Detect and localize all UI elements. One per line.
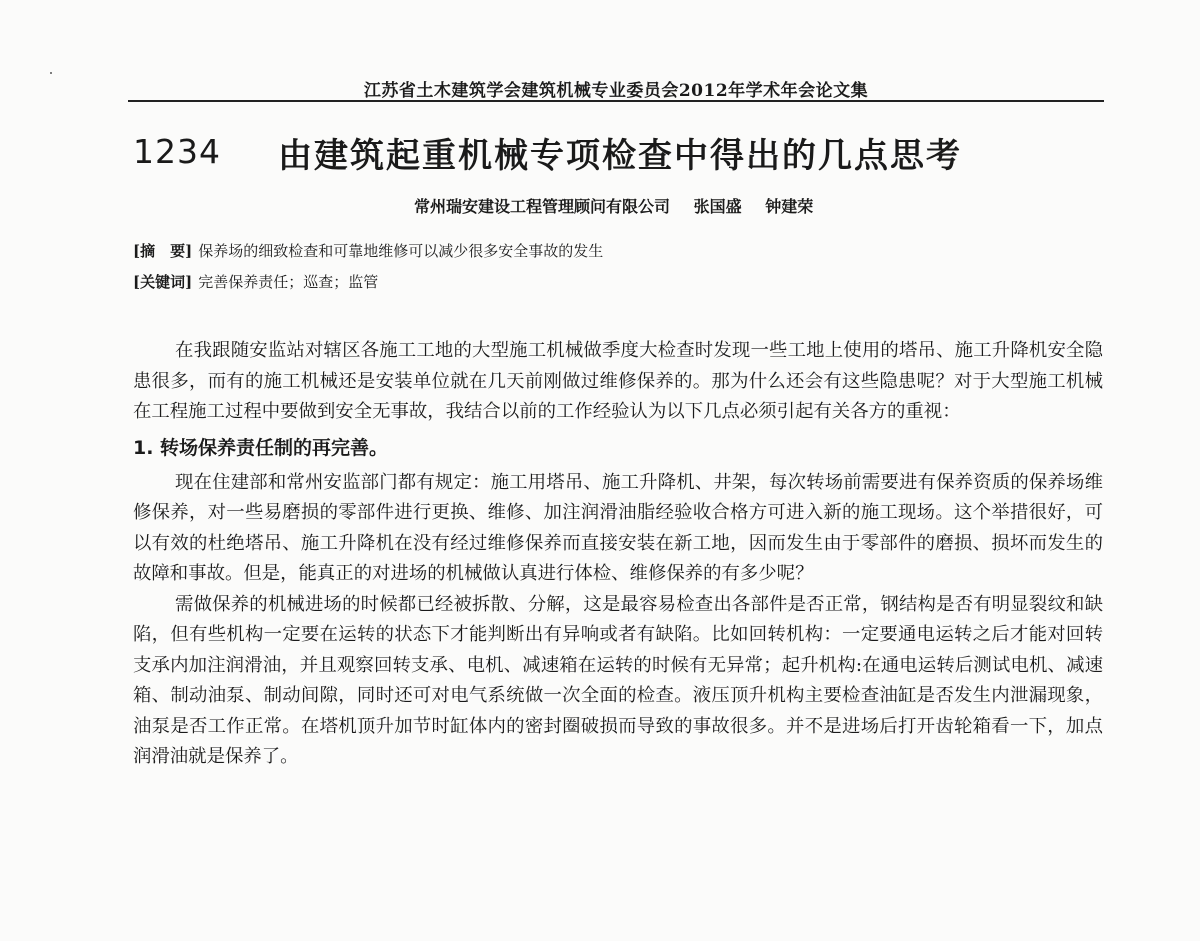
keywords-text: 完善保养责任；巡查；监管 [198,273,379,291]
scan-speck [50,72,52,74]
body-paragraph-1: 现在住建部和常州安监部门都有规定：施工用塔吊、施工升降机、井架，每次转场前需要进有保养资质的保养场维修保养，对一些易磨损的零部件进行更换、维修、加注润滑油脂经验收合格方可进入新的施工现场。这个举措很好，可以有效的杜绝塔吊、施工升降机在没有经过维修保养而直接安装在新工地，因而发生由于零部件的磨损、损坏而发生的故障和事故。但是，能真正的对进场的机械做认真进行体检、维修保养的有多少呢？ [133,471,1103,584]
abstract-text: 保养场的细致检查和可靠地维修可以减少很多安全事故的发生 [198,242,604,260]
paper-number: 1234 [133,132,221,171]
running-header: 江苏省土木建筑学会建筑机械专业委员会2012年学术年会论文集 [363,81,869,101]
body-paragraph-2: 需做保养的机械进场的时候都已经被拆散、分解，这是最容易检查出各部件是否正常，钢结构是否有明显裂纹和缺陷，但有些机构一定要在运转的状态下才能判断出有异响或者有缺陷。比如回转机构：一定要通电运转之后才能对回转支承内加注润滑油，并且观察回转支承、电机、减速箱在运转的时候有无异常；起升机构:在通电运转后测试电机、减速箱、制动油泵、制动间隙，同时还可对电气系统做一次全面的检查。液压顶升机构主要检查油缸是否发生内泄漏现象，油泵是否工作正常。在塔机顶升加节时缸体内的密封圈破损而导致的事故很多。并不是进场后打开齿轮箱看一下，加点润滑油就是保养了。 [133,593,1103,767]
paper-title: 由建筑起重机械专项检查中得出的几点思考 [278,136,962,176]
body-text [133,336,1103,773]
abstract [133,240,603,261]
keywords [133,271,378,292]
abstract-label: [摘 要] [133,242,193,260]
author-name-2: 钟建荣 [765,197,814,216]
author-organization: 常州瑞安建设工程管理顾问有限公司 [414,197,671,216]
section-heading-1: 1. 转场保养责任制的再完善。 [133,436,389,459]
author-line [414,194,831,217]
author-name-1: 张国盛 [693,197,742,216]
intro-paragraph: 在我跟随安监站对辖区各施工工地的大型施工机械做季度大检查时发现一些工地上使用的塔吊、施工升降机安全隐患很多，而有的施工机械还是安装单位就在几天前刚做过维修保养的。那为什么还会有这些隐患呢？对于大型施工机械在工程施工过程中要做到安全无事故，我结合以前的工作经验认为以下几点必须引起有关各方的重视： [133,340,1103,422]
keywords-label: [关键词] [133,273,193,291]
header-rule [128,100,1104,102]
